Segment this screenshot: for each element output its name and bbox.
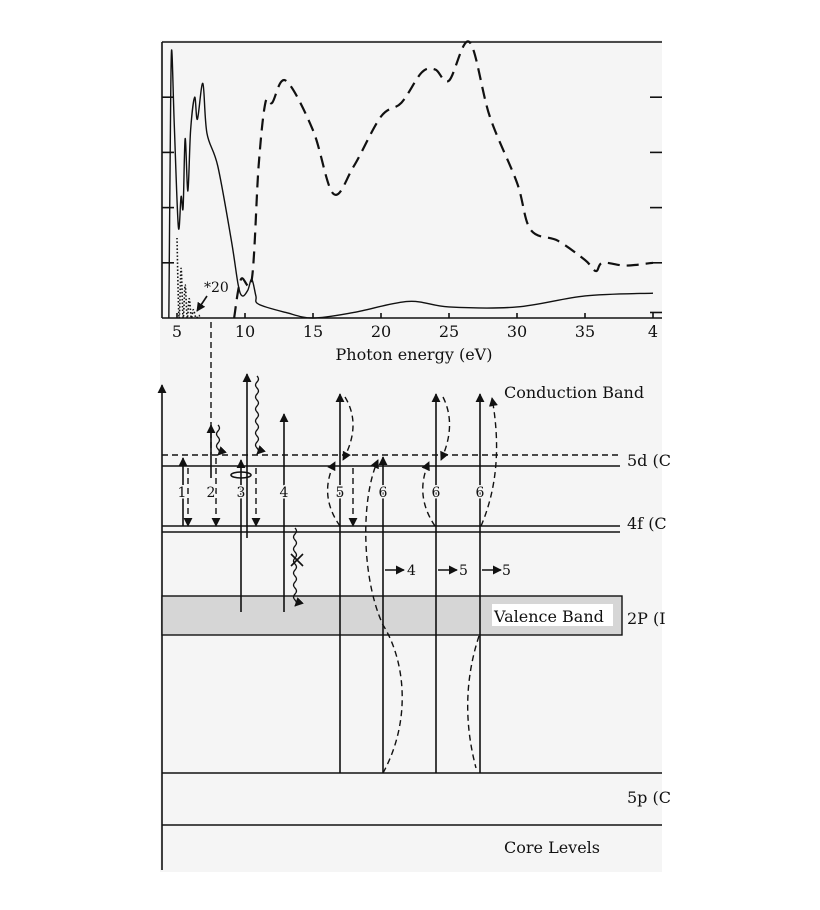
x-tick-label: 10 [234, 322, 256, 341]
transition-label: 2 [206, 485, 216, 501]
level-4f-label: 4f (C [627, 514, 667, 533]
scale-annotation: *20 [204, 280, 229, 296]
transition-label: 6 [378, 485, 388, 501]
core-levels-label: Core Levels [504, 838, 601, 857]
valence-band-label: Valence Band [494, 607, 604, 626]
x-tick-label: 15 [302, 322, 324, 341]
x-axis-label: Photon energy (eV) [335, 345, 493, 364]
level-2p-label: 2P (I [627, 609, 666, 628]
x-tick-label: 20 [370, 322, 392, 341]
transition-label: 5 [335, 485, 345, 501]
x-tick-label: 30 [506, 322, 528, 341]
transition-label: 6 [475, 485, 485, 501]
x-tick-label: 35 [574, 322, 596, 341]
decay-channel-label: 5 [459, 563, 468, 579]
transition-label: 1 [177, 485, 187, 501]
x-tick-label: 25 [438, 322, 460, 341]
level-5p-label: 5p (C [627, 788, 671, 807]
x-tick-label: 4 [647, 322, 659, 341]
x-tick-label: 5 [171, 322, 183, 341]
transition-label: 3 [236, 485, 246, 501]
decay-channel-label: 5 [502, 563, 511, 579]
conduction-band-label: Conduction Band [504, 383, 645, 402]
figure-background [160, 40, 662, 872]
transition-label: 6 [431, 485, 441, 501]
level-5d-label: 5d (C [627, 451, 671, 470]
transition-label: 4 [279, 485, 289, 501]
decay-channel-label: 4 [407, 563, 416, 579]
